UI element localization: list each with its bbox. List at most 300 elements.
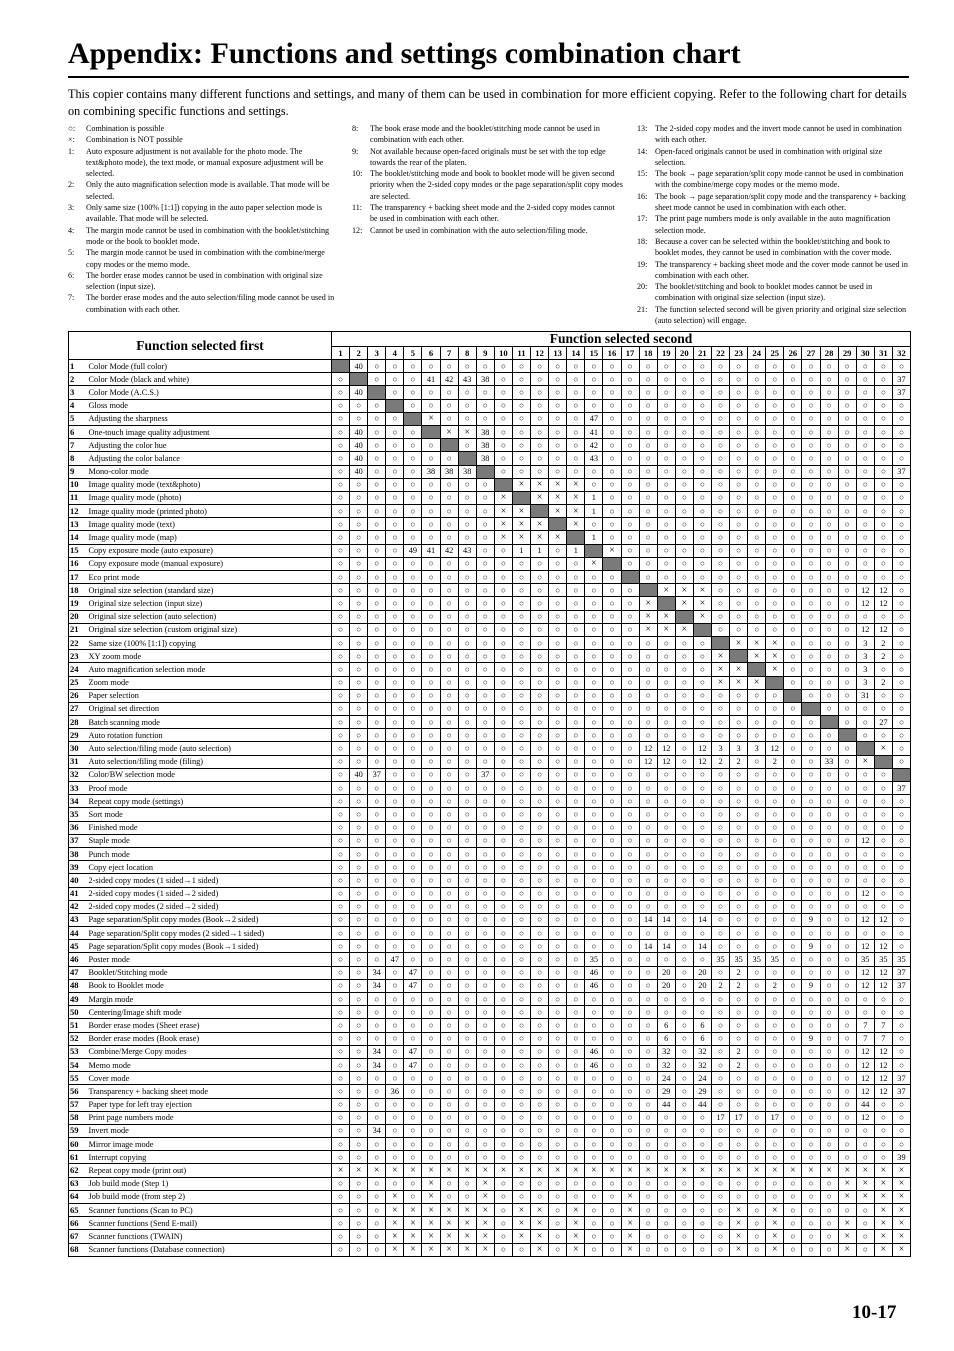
table-cell: ○ (675, 412, 693, 425)
table-cell: ○ (494, 861, 512, 874)
table-cell: ○ (621, 544, 639, 557)
row-label: Paper selection (87, 689, 332, 702)
table-cell: ○ (422, 531, 440, 544)
table-cell: ○ (476, 531, 494, 544)
row-label: Scanner functions (Database connection) (87, 1243, 332, 1256)
table-cell: ○ (494, 782, 512, 795)
table-cell: ○ (549, 808, 567, 821)
table-cell: ○ (748, 412, 766, 425)
column-number: 19 (657, 347, 675, 360)
table-cell: ○ (639, 1006, 657, 1019)
table-cell: ○ (748, 861, 766, 874)
table-cell: ○ (440, 966, 458, 979)
table-cell: ○ (531, 940, 549, 953)
table-cell: ○ (368, 425, 386, 438)
table-cell: ○ (639, 1124, 657, 1137)
table-cell: × (820, 1164, 838, 1177)
table-cell: ○ (440, 782, 458, 795)
table-cell: ○ (784, 571, 802, 584)
table-cell: ○ (657, 478, 675, 491)
table-cell: ○ (838, 953, 856, 966)
table-cell: ○ (458, 966, 476, 979)
row-number: 64 (69, 1190, 87, 1203)
table-cell: × (476, 1217, 494, 1230)
legend-note (637, 191, 909, 214)
table-cell: ○ (585, 729, 603, 742)
table-cell: ○ (603, 531, 621, 544)
table-cell: ○ (820, 1177, 838, 1190)
row-label: 2-sided copy modes (2 sided→2 sided) (87, 900, 332, 913)
table-cell: ○ (784, 636, 802, 649)
table-cell: ○ (332, 1243, 350, 1256)
table-cell: ○ (675, 676, 693, 689)
table-cell: ○ (386, 795, 404, 808)
table-cell: ○ (838, 1019, 856, 1032)
table-cell: ○ (440, 1177, 458, 1190)
table-cell: ○ (621, 689, 639, 702)
table-cell: ○ (440, 1006, 458, 1019)
table-cell: ○ (675, 1032, 693, 1045)
table-cell: ○ (476, 557, 494, 570)
row-number: 12 (69, 505, 87, 518)
table-cell: ○ (332, 861, 350, 874)
table-cell: ○ (820, 571, 838, 584)
row-number: 15 (69, 544, 87, 557)
table-cell: 6 (693, 1019, 711, 1032)
table-cell: ○ (639, 1151, 657, 1164)
table-cell: 41 (422, 373, 440, 386)
table-cell: × (856, 1177, 874, 1190)
column-number: 17 (621, 347, 639, 360)
table-cell: 2 (874, 636, 892, 649)
table-cell: ○ (693, 808, 711, 821)
row-label: Adjusting the color balance (87, 452, 332, 465)
table-cell: ○ (458, 1085, 476, 1098)
row-label: Image quality mode (printed photo) (87, 505, 332, 518)
table-cell: ○ (657, 505, 675, 518)
table-cell: ○ (621, 360, 639, 373)
table-cell: ○ (603, 1243, 621, 1256)
table-cell: 39 (892, 1151, 910, 1164)
table-cell: ○ (784, 900, 802, 913)
table-cell: ○ (675, 1217, 693, 1230)
table-cell: × (766, 636, 784, 649)
table-cell: ○ (350, 913, 368, 926)
column-number: 13 (549, 347, 567, 360)
table-cell: 2 (711, 979, 729, 992)
table-cell: ○ (386, 623, 404, 636)
table-cell: ○ (874, 689, 892, 702)
table-cell: 47 (404, 979, 422, 992)
table-cell: ○ (512, 927, 530, 940)
table-cell: ○ (639, 1138, 657, 1151)
table-cell: ○ (368, 755, 386, 768)
table-cell: × (892, 1204, 910, 1217)
column-number: 18 (639, 347, 657, 360)
table-cell: ○ (512, 1006, 530, 1019)
table-cell: ○ (766, 597, 784, 610)
table-cell: ○ (603, 452, 621, 465)
table-cell: ○ (711, 834, 729, 847)
table-cell: ○ (766, 1098, 784, 1111)
table-cell: 12 (874, 597, 892, 610)
table-cell: ○ (350, 887, 368, 900)
table-cell: ○ (748, 1124, 766, 1137)
table-cell: × (458, 1204, 476, 1217)
table-cell: ○ (476, 1032, 494, 1045)
table-cell: ○ (476, 650, 494, 663)
table-cell: ○ (476, 360, 494, 373)
table-cell: ○ (531, 597, 549, 610)
table-cell: ○ (748, 386, 766, 399)
table-cell: ○ (440, 913, 458, 926)
table-cell: ○ (368, 1177, 386, 1190)
table-cell: ○ (549, 386, 567, 399)
row-number: 2 (69, 373, 87, 386)
table-cell: ○ (531, 768, 549, 781)
table-cell: ○ (802, 1190, 820, 1203)
table-cell: ○ (458, 360, 476, 373)
table-cell: ○ (512, 412, 530, 425)
table-cell: × (531, 1230, 549, 1243)
table-cell: ○ (422, 979, 440, 992)
table-cell: ○ (549, 861, 567, 874)
table-cell: ○ (874, 465, 892, 478)
table-cell: ○ (368, 439, 386, 452)
row-label: Auto magnification selection mode (87, 663, 332, 676)
table-cell: 12 (856, 966, 874, 979)
table-cell: ○ (332, 808, 350, 821)
table-cell: ○ (567, 1006, 585, 1019)
table-cell: ○ (766, 584, 784, 597)
table-row (69, 887, 911, 900)
table-cell: ○ (784, 755, 802, 768)
table-cell: ○ (711, 584, 729, 597)
table-cell: ○ (820, 1085, 838, 1098)
table-cell: ○ (838, 399, 856, 412)
table-cell: ○ (458, 808, 476, 821)
legend-note (68, 225, 340, 248)
table-cell: × (748, 650, 766, 663)
table-cell: ○ (838, 544, 856, 557)
row-label: Image quality mode (text) (87, 518, 332, 531)
table-cell: 37 (892, 386, 910, 399)
table-cell: × (892, 1164, 910, 1177)
table-cell: ○ (693, 1111, 711, 1124)
table-cell: 12 (856, 597, 874, 610)
table-cell: ○ (368, 452, 386, 465)
table-cell: 12 (639, 742, 657, 755)
table-row (69, 1190, 911, 1203)
table-row (69, 1032, 911, 1045)
table-cell: ○ (675, 993, 693, 1006)
table-cell: ○ (458, 834, 476, 847)
table-cell: × (458, 1217, 476, 1230)
legend-note (637, 236, 909, 259)
table-row (69, 425, 911, 438)
table-row (69, 1111, 911, 1124)
table-cell: 12 (874, 1045, 892, 1058)
table-cell: ○ (603, 491, 621, 504)
legend-note-key: 20: (637, 282, 648, 292)
column-number: 14 (567, 347, 585, 360)
table-cell: ○ (458, 927, 476, 940)
table-cell: ○ (386, 491, 404, 504)
table-cell: ○ (639, 1111, 657, 1124)
table-cell: ○ (711, 412, 729, 425)
table-cell: ○ (476, 742, 494, 755)
table-cell: ○ (531, 676, 549, 689)
table-cell: ○ (332, 478, 350, 491)
legend-note-key: ○: (68, 124, 76, 133)
table-cell: × (404, 1243, 422, 1256)
table-cell: × (730, 1230, 748, 1243)
table-row (69, 979, 911, 992)
legend-note (637, 168, 909, 191)
table-cell: ○ (531, 425, 549, 438)
table-cell: × (730, 1243, 748, 1256)
table-cell: ○ (892, 993, 910, 1006)
table-cell: ○ (711, 1085, 729, 1098)
table-cell: × (531, 1243, 549, 1256)
table-cell: ○ (693, 452, 711, 465)
table-cell: ○ (567, 465, 585, 478)
table-cell: ○ (856, 360, 874, 373)
table-cell: ○ (621, 623, 639, 636)
table-cell: ○ (494, 900, 512, 913)
table-cell: ○ (350, 689, 368, 702)
table-cell: ○ (494, 465, 512, 478)
table-cell: ○ (639, 399, 657, 412)
table-cell: ○ (675, 1019, 693, 1032)
table-row (69, 1085, 911, 1098)
table-row (69, 847, 911, 860)
table-cell: ○ (440, 847, 458, 860)
column-number: 21 (693, 347, 711, 360)
table-cell: × (404, 1204, 422, 1217)
table-cell: ○ (585, 808, 603, 821)
table-cell: × (711, 676, 729, 689)
table-cell: ○ (458, 1111, 476, 1124)
table-cell: ○ (730, 900, 748, 913)
table-cell: × (639, 623, 657, 636)
table-cell: ○ (874, 1138, 892, 1151)
row-label: Staple mode (87, 834, 332, 847)
table-cell: ○ (458, 386, 476, 399)
table-cell: ○ (802, 452, 820, 465)
table-cell: ○ (549, 729, 567, 742)
table-cell: 7 (874, 1019, 892, 1032)
row-label: Image quality mode (photo) (87, 491, 332, 504)
table-cell: ○ (820, 689, 838, 702)
table-cell: ○ (458, 1045, 476, 1058)
table-cell: ○ (332, 663, 350, 676)
table-cell: ○ (512, 439, 530, 452)
table-cell: ○ (603, 360, 621, 373)
table-cell: ○ (585, 386, 603, 399)
table-cell: ○ (892, 689, 910, 702)
table-cell: ○ (657, 636, 675, 649)
title-rule (68, 76, 909, 78)
table-cell: ○ (784, 584, 802, 597)
row-number: 62 (69, 1164, 87, 1177)
table-cell: ○ (892, 1058, 910, 1071)
table-cell: ○ (802, 1151, 820, 1164)
table-cell: ○ (476, 782, 494, 795)
table-cell: ○ (802, 927, 820, 940)
table-cell: × (621, 1204, 639, 1217)
table-cell: ○ (802, 531, 820, 544)
table-cell: ○ (838, 623, 856, 636)
table-cell: ○ (386, 412, 404, 425)
table-cell: ○ (567, 373, 585, 386)
table-cell: ○ (404, 584, 422, 597)
table-cell: ○ (494, 979, 512, 992)
table-cell: ○ (549, 373, 567, 386)
table-cell: ○ (603, 412, 621, 425)
table-cell: ○ (386, 650, 404, 663)
table-cell: ○ (549, 782, 567, 795)
table-row (69, 1151, 911, 1164)
table-cell: ○ (675, 544, 693, 557)
table-cell: 3 (711, 742, 729, 755)
table-cell: 43 (458, 544, 476, 557)
table-cell: ○ (730, 623, 748, 636)
table-cell: ○ (350, 729, 368, 742)
table-cell: ○ (332, 821, 350, 834)
table-cell: ○ (892, 571, 910, 584)
table-cell: ○ (621, 439, 639, 452)
table-cell: ○ (603, 782, 621, 795)
table-cell: ○ (585, 993, 603, 1006)
table-cell: ○ (748, 1111, 766, 1124)
table-cell: ○ (458, 597, 476, 610)
table-cell: × (730, 1217, 748, 1230)
table-cell: ○ (748, 1151, 766, 1164)
table-cell: 7 (856, 1032, 874, 1045)
table-cell: ○ (567, 953, 585, 966)
table-cell: ○ (603, 373, 621, 386)
table-cell: ○ (693, 465, 711, 478)
table-cell: ○ (386, 386, 404, 399)
table-cell: ○ (350, 1217, 368, 1230)
table-cell: ○ (657, 1124, 675, 1137)
table-cell: ○ (494, 689, 512, 702)
table-cell: ○ (603, 821, 621, 834)
header-function-second: Function selected second (332, 332, 911, 347)
table-cell: ○ (512, 782, 530, 795)
diagonal-cell (567, 531, 585, 544)
row-number: 39 (69, 861, 87, 874)
table-cell: ○ (730, 782, 748, 795)
table-cell: ○ (784, 373, 802, 386)
table-cell: ○ (404, 913, 422, 926)
table-cell: ○ (386, 940, 404, 953)
table-cell: ○ (531, 1045, 549, 1058)
table-cell: ○ (603, 755, 621, 768)
table-cell: ○ (802, 557, 820, 570)
table-cell: × (603, 1164, 621, 1177)
table-cell: ○ (549, 610, 567, 623)
table-cell: ○ (693, 1190, 711, 1203)
table-cell: ○ (820, 1138, 838, 1151)
table-cell: ○ (476, 927, 494, 940)
table-cell: ○ (675, 966, 693, 979)
table-cell: ○ (621, 1032, 639, 1045)
table-cell: ○ (386, 1045, 404, 1058)
table-cell: ○ (386, 1138, 404, 1151)
table-row (69, 1217, 911, 1230)
table-cell: × (350, 1164, 368, 1177)
table-cell: 14 (693, 940, 711, 953)
table-cell: ○ (675, 689, 693, 702)
table-cell: ○ (657, 386, 675, 399)
diagonal-cell (657, 597, 675, 610)
table-cell: ○ (386, 729, 404, 742)
table-cell: × (730, 636, 748, 649)
table-cell: ○ (494, 584, 512, 597)
row-label: Original size selection (custom original size) (87, 623, 332, 636)
table-cell: ○ (512, 887, 530, 900)
table-cell: ○ (549, 1230, 567, 1243)
table-cell: ○ (549, 887, 567, 900)
table-cell: ○ (730, 584, 748, 597)
table-cell: ○ (549, 927, 567, 940)
row-label: Original set direction (87, 702, 332, 715)
table-cell: ○ (603, 1045, 621, 1058)
table-cell: ○ (440, 1190, 458, 1203)
table-cell: ○ (657, 373, 675, 386)
table-cell: ○ (621, 425, 639, 438)
table-cell: ○ (639, 966, 657, 979)
table-cell: ○ (657, 1190, 675, 1203)
table-cell: ○ (332, 610, 350, 623)
legend-note (637, 259, 909, 282)
table-cell: ○ (856, 729, 874, 742)
table-cell: ○ (657, 439, 675, 452)
table-cell: ○ (332, 1045, 350, 1058)
table-cell: ○ (657, 689, 675, 702)
table-cell: ○ (603, 1124, 621, 1137)
table-cell: ○ (693, 491, 711, 504)
table-cell: ○ (766, 571, 784, 584)
table-cell: ○ (458, 1151, 476, 1164)
table-cell: ○ (567, 1124, 585, 1137)
table-cell: ○ (440, 993, 458, 1006)
table-cell: ○ (386, 861, 404, 874)
table-cell: ○ (711, 531, 729, 544)
row-number: 21 (69, 623, 87, 636)
table-cell: ○ (404, 373, 422, 386)
column-number: 2 (350, 347, 368, 360)
legend-note-key: 8: (352, 124, 359, 133)
table-cell: ○ (856, 518, 874, 531)
table-cell: ○ (838, 650, 856, 663)
table-cell: ○ (820, 729, 838, 742)
table-cell: ○ (856, 557, 874, 570)
table-cell: ○ (422, 1085, 440, 1098)
legend-note (352, 146, 624, 169)
table-cell: 20 (693, 979, 711, 992)
row-label: Page separation/Split copy modes (Book→1 sided) (87, 940, 332, 953)
table-cell: ○ (350, 1111, 368, 1124)
table-cell: ○ (567, 1138, 585, 1151)
table-cell: ○ (766, 505, 784, 518)
table-cell: ○ (332, 505, 350, 518)
table-cell: ○ (422, 1072, 440, 1085)
table-cell: ○ (675, 768, 693, 781)
table-cell: 12 (766, 742, 784, 755)
